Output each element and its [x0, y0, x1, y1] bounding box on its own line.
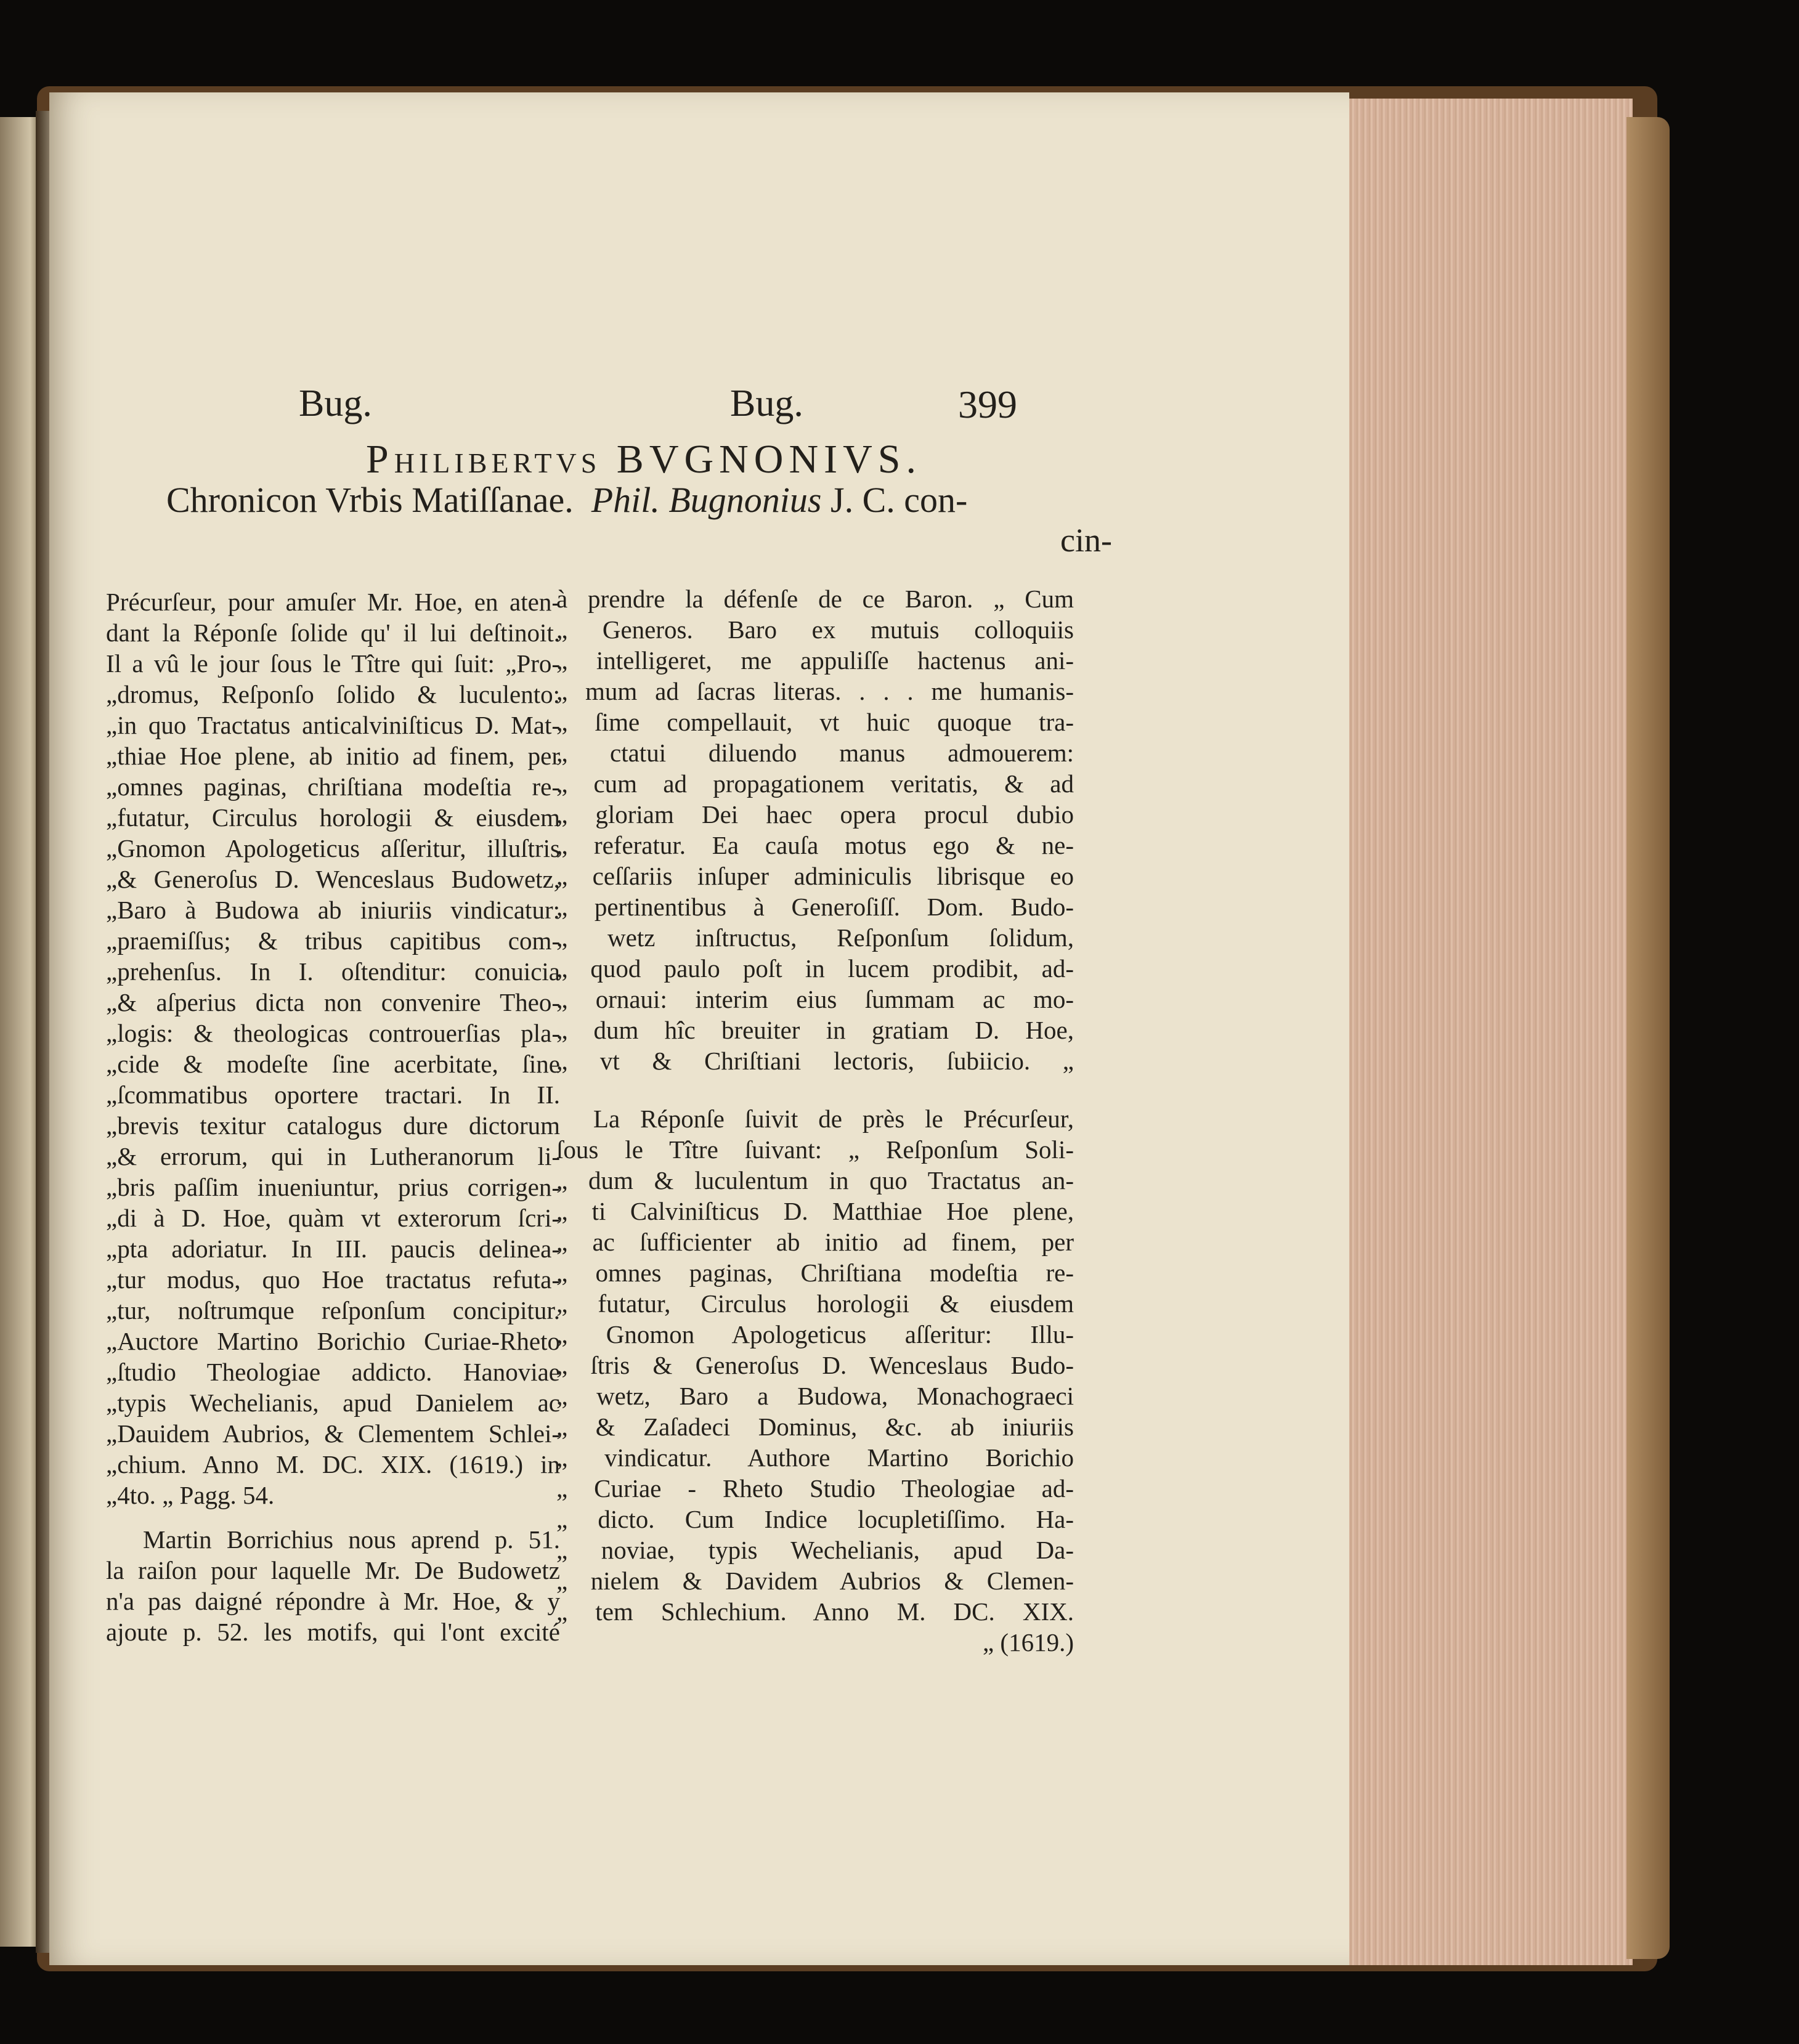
- page-block-edges: [1343, 99, 1633, 1965]
- text-line: „brevis texitur catalogus dure dictorum: [106, 1111, 560, 1140]
- text-line: „ & Zaſadeci Dominus, &c. ab iniuriis: [556, 1413, 1074, 1441]
- text-line: à prendre la défenſe de ce Baron. „ Cum: [556, 585, 1074, 613]
- text-line: „ referatur. Ea cauſa motus ego & ne-: [556, 831, 1074, 859]
- title-name: BVGNONIVS.: [616, 437, 922, 482]
- title-prefix: HILIBERTVS: [394, 447, 601, 479]
- text-line: „prehenſus. In I. oſtenditur: conuicia: [106, 957, 560, 986]
- text-line: Il a vû le jour ſous le Tître qui ſuit: „Pro-: [106, 649, 560, 678]
- text-line: „dromus, Reſponſo ſolido & luculento:: [106, 680, 560, 708]
- text-line: „Gnomon Apologeticus aſſeritur, illuſtris: [106, 834, 560, 862]
- text-line: Précurſeur, pour amuſer Mr. Hoe, en aten-: [106, 588, 560, 616]
- catchword: cin-: [1060, 522, 1112, 559]
- text-line: „ dicto. Cum Indice locupletiſſimo. Ha-: [556, 1505, 1074, 1533]
- text-line: „thiae Hoe plene, ab initio ad finem, per: [106, 742, 560, 770]
- text-line: „ mum ad ſacras literas. . . . me humanis-: [556, 677, 1074, 705]
- text-line: „ ornaui: interim eius ſummam ac mo-: [556, 985, 1074, 1013]
- text-line: „typis Wechelianis, apud Danielem ac: [106, 1389, 560, 1417]
- text-line: dant la Réponſe ſolide qu' il lui deſtinoit.: [106, 618, 560, 647]
- text-line: „ſtudio Theologiae addicto. Hanoviae: [106, 1358, 560, 1386]
- text-line: „tur modus, quo Hoe tractatus refuta-: [106, 1265, 560, 1294]
- text-line: „Dauidem Aubrios, & Clementem Schlei-: [106, 1419, 560, 1448]
- text-line: „ ſtris & Generoſus D. Wenceslaus Budo-: [556, 1351, 1074, 1379]
- text-line: n'a pas daigné répondre à Mr. Hoe, & y: [106, 1587, 560, 1615]
- text-line: „futatur, Circulus horologii & eiusdem: [106, 803, 560, 832]
- text-line: „& errorum, qui in Lutheranorum li-: [106, 1142, 560, 1170]
- text-line: „omnes paginas, chriſtiana modeſtia re-: [106, 773, 560, 801]
- text-line: „ quod paulo poſt in lucem prodibit, ad-: [556, 954, 1074, 983]
- text-line: „ wetz inſtructus, Reſponſum ſolidum,: [556, 923, 1074, 952]
- text-line: „ omnes paginas, Chriſtiana modeſtia re-: [556, 1259, 1074, 1287]
- back-cover-edge: [1626, 117, 1670, 1959]
- text-line: „ tem Schlechium. Anno M. DC. XIX.: [556, 1597, 1074, 1626]
- entry-subtitle: [166, 479, 1112, 521]
- text-line: „Baro à Budowa ab iniuriis vindicatur:: [106, 896, 560, 924]
- text-line: „ intelligeret, me appuliſſe hactenus ani-: [556, 646, 1074, 675]
- text-line: „ Curiae - Rheto Studio Theologiae ad-: [556, 1474, 1074, 1503]
- text-line: La Réponſe ſuivit de près le Précurſeur,: [593, 1105, 1074, 1133]
- text-line: „di à D. Hoe, quàm vt exterorum ſcri-: [106, 1204, 560, 1232]
- text-line: „ Generos. Baro ex mutuis colloquiis: [556, 615, 1074, 644]
- text-line: „ futatur, Circulus horologii & eiusdem: [556, 1289, 1074, 1318]
- text-line: „praemiſſus; & tribus capitibus com-: [106, 927, 560, 955]
- running-head-left: Bug.: [299, 383, 372, 424]
- text-line: „in quo Tractatus anticalviniſticus D. Mat-: [106, 711, 560, 739]
- right-text-column: [556, 583, 1074, 1658]
- text-line: „ dum & luculentum in quo Tractatus an-: [556, 1166, 1074, 1194]
- text-line: „ wetz, Baro a Budowa, Monachograeci: [556, 1382, 1074, 1410]
- text-line: la raiſon pour laquelle Mr. De Budowetz: [106, 1556, 560, 1584]
- text-line: „ vindicatur. Authore Martino Borichio: [556, 1443, 1074, 1472]
- text-line: „ſcommatibus oportere tractari. In II.: [106, 1081, 560, 1109]
- text-line: „tur, noſtrumque reſponſum concipitur.: [106, 1296, 560, 1324]
- page-number: 399: [958, 383, 1017, 426]
- text-line: „& Generoſus D. Wenceslaus Budowetz,: [106, 865, 560, 893]
- left-text-column: [106, 586, 560, 1647]
- text-line: „ vt & Chriſtiani lectoris, ſubiicio. „: [556, 1047, 1074, 1075]
- text-line: ajoute p. 52. les motifs, qui l'ont excité: [106, 1618, 560, 1646]
- text-line: „ ceſſariis inſuper adminiculis librisque eo: [556, 862, 1074, 890]
- text-line: „ nielem & Davidem Aubrios & Clemen-: [556, 1567, 1074, 1595]
- text-line: „ (1619.): [982, 1628, 1074, 1657]
- text-line: „chium. Anno M. DC. XIX. (1619.) in: [106, 1450, 560, 1478]
- text-line: „4to. „ Pagg. 54.: [106, 1481, 275, 1509]
- text-line: ſous le Tître ſuivant: „ Reſponſum Soli-: [556, 1135, 1074, 1164]
- text-line: „ dum hîc breuiter in gratiam D. Hoe,: [556, 1016, 1074, 1044]
- subtitle-normal: Chronicon Vrbis Matiſſanae.: [166, 480, 574, 520]
- text-line: „ ti Calviniſticus D. Matthiae Hoe plene,: [556, 1197, 1074, 1225]
- subtitle-italic: Phil. Bugnonius: [591, 480, 822, 520]
- text-line: „ ſime compellauit, vt huic quoque tra-: [556, 708, 1074, 736]
- subtitle-end: J. C. con-: [830, 480, 968, 520]
- text-line: „pta adoriatur. In III. paucis delinea-: [106, 1235, 560, 1263]
- text-line: Martin Borrichius nous aprend p. 51.: [143, 1525, 560, 1554]
- text-line: „cide & modeſte ſine acerbitate, ſine: [106, 1050, 560, 1078]
- text-line: „ ac ſufficienter ab initio ad finem, per: [556, 1228, 1074, 1256]
- text-line: „logis: & theologicas controuerſias pla-: [106, 1019, 560, 1047]
- text-line: „ Gnomon Apologeticus aſſeritur: Illu-: [556, 1320, 1074, 1348]
- text-line: „ ctatui diluendo manus admouerem:: [556, 739, 1074, 767]
- book-page: [49, 92, 1349, 1965]
- title-initial: P: [366, 437, 394, 482]
- text-line: „ noviae, typis Wechelianis, apud Da-: [556, 1536, 1074, 1564]
- text-line: „Auctore Martino Borichio Curiae-Rheto: [106, 1327, 560, 1355]
- text-line: „& aſperius dicta non convenire Theo-: [106, 988, 560, 1016]
- text-line: „ cum ad propagationem veritatis, & ad: [556, 769, 1074, 798]
- text-line: „ gloriam Dei haec opera procul dubio: [556, 800, 1074, 829]
- running-head-center: Bug.: [730, 383, 803, 424]
- entry-title: [176, 436, 1112, 483]
- text-line: „bris paſſim inueniuntur, prius corrigen-: [106, 1173, 560, 1201]
- text-line: „ pertinentibus à Generoſiſſ. Dom. Budo-: [556, 893, 1074, 921]
